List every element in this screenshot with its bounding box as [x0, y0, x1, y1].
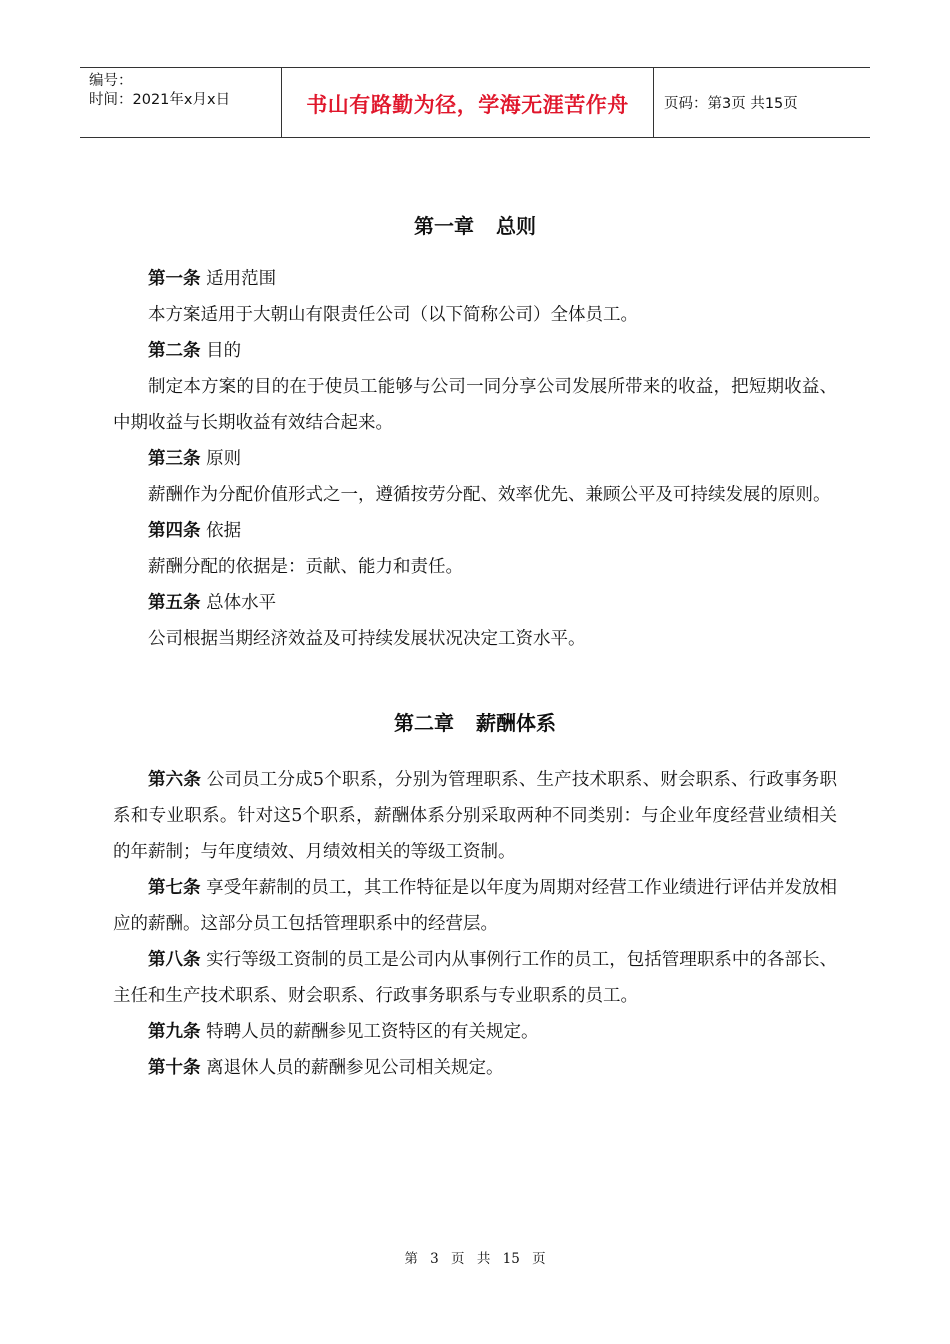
article-number: 第二条	[148, 341, 201, 361]
article-heading-line	[113, 441, 837, 477]
chapter1-articles	[113, 261, 837, 657]
header-meta	[80, 68, 282, 137]
article-text: 薪酬分配的依据是：贡献、能力和责任。	[148, 557, 463, 577]
article-heading-line	[113, 762, 837, 870]
footer-page-number: 3	[430, 1251, 439, 1267]
header-page-info: 页码：第3页 共15页	[664, 96, 798, 112]
chapter2-title	[113, 707, 837, 736]
article-text: 适用范围	[200, 269, 277, 289]
article-text: 依据	[200, 521, 242, 541]
article-number: 第一条	[148, 269, 201, 289]
chapter2-articles	[113, 762, 837, 1086]
article-paragraph	[113, 369, 837, 441]
article-text: 总体水平	[200, 593, 277, 613]
serial-label: 编号：	[89, 73, 133, 89]
article-text: 公司根据当期经济效益及可持续发展状况决定工资水平。	[148, 629, 586, 649]
article-paragraph	[113, 621, 837, 657]
article-paragraph	[113, 297, 837, 333]
chapter1-title	[113, 210, 837, 239]
article-heading-line	[113, 1050, 837, 1086]
chapter2-name: 薪酬体系	[476, 711, 556, 735]
article-text: 本方案适用于大朝山有限责任公司（以下简称公司）全体员工。	[148, 305, 638, 325]
chapter1-number: 第一章	[414, 214, 474, 238]
article-heading-line	[113, 942, 837, 1014]
footer-part: 页	[451, 1251, 465, 1267]
page-footer	[0, 1247, 950, 1267]
article-text: 特聘人员的薪酬参见工资特区的有关规定。	[200, 1022, 539, 1042]
footer-part: 共	[476, 1251, 491, 1267]
page-header	[80, 67, 870, 138]
article-number: 第三条	[148, 449, 201, 469]
document-body	[113, 210, 837, 1086]
article-heading-line	[113, 585, 837, 621]
footer-part: 第	[404, 1251, 418, 1267]
chapter2-number: 第二章	[394, 711, 454, 735]
article-text: 目的	[200, 341, 242, 361]
article-text: 实行等级工资制的员工是公司内从事例行工作的员工，包括管理职系中的各部长、主任和生产技术职系、财会职系、行政事务职系与专业职系的员工。	[113, 950, 838, 1006]
article-number: 第十条	[148, 1058, 201, 1078]
time-label: 时间：2021年x月x日	[89, 92, 231, 108]
article-text: 公司员工分成5个职系，分别为管理职系、生产技术职系、财会职系、行政事务职系和专业职系。针对这5个职系，薪酬体系分别采取两种不同类别：与企业年度经营业绩相关的年薪制；与年度绩效、月绩效相关的等级工资制。	[113, 770, 837, 862]
article-heading-line	[113, 1014, 837, 1050]
article-text: 制定本方案的目的在于使员工能够与公司一同分享公司发展所带来的收益，把短期收益、中期收益与长期收益有效结合起来。	[113, 377, 837, 433]
article-text: 离退休人员的薪酬参见公司相关规定。	[200, 1058, 504, 1078]
article-number: 第九条	[148, 1022, 201, 1042]
article-number: 第五条	[148, 593, 201, 613]
footer-part: 页	[532, 1251, 546, 1267]
article-text: 原则	[200, 449, 242, 469]
article-number: 第六条	[148, 770, 202, 790]
article-heading-line	[113, 261, 837, 297]
article-heading-line	[113, 333, 837, 369]
article-heading-line	[113, 870, 837, 942]
chapter1-name: 总则	[496, 214, 536, 238]
article-number: 第七条	[148, 878, 201, 898]
article-number: 第八条	[148, 950, 201, 970]
article-number: 第四条	[148, 521, 201, 541]
article-heading-line	[113, 513, 837, 549]
article-text: 享受年薪制的员工，其工作特征是以年度为周期对经营工作业绩进行评估并发放相应的薪酬。这部分员工包括管理职系中的经营层。	[113, 878, 838, 934]
article-paragraph	[113, 549, 837, 585]
article-paragraph	[113, 477, 837, 513]
article-text: 薪酬作为分配价值形式之一，遵循按劳分配、效率优先、兼顾公平及可持续发展的原则。	[148, 485, 831, 505]
header-motto: 书山有路勤为径，学海无涯苦作舟	[282, 68, 654, 137]
footer-total-pages: 15	[502, 1251, 520, 1267]
